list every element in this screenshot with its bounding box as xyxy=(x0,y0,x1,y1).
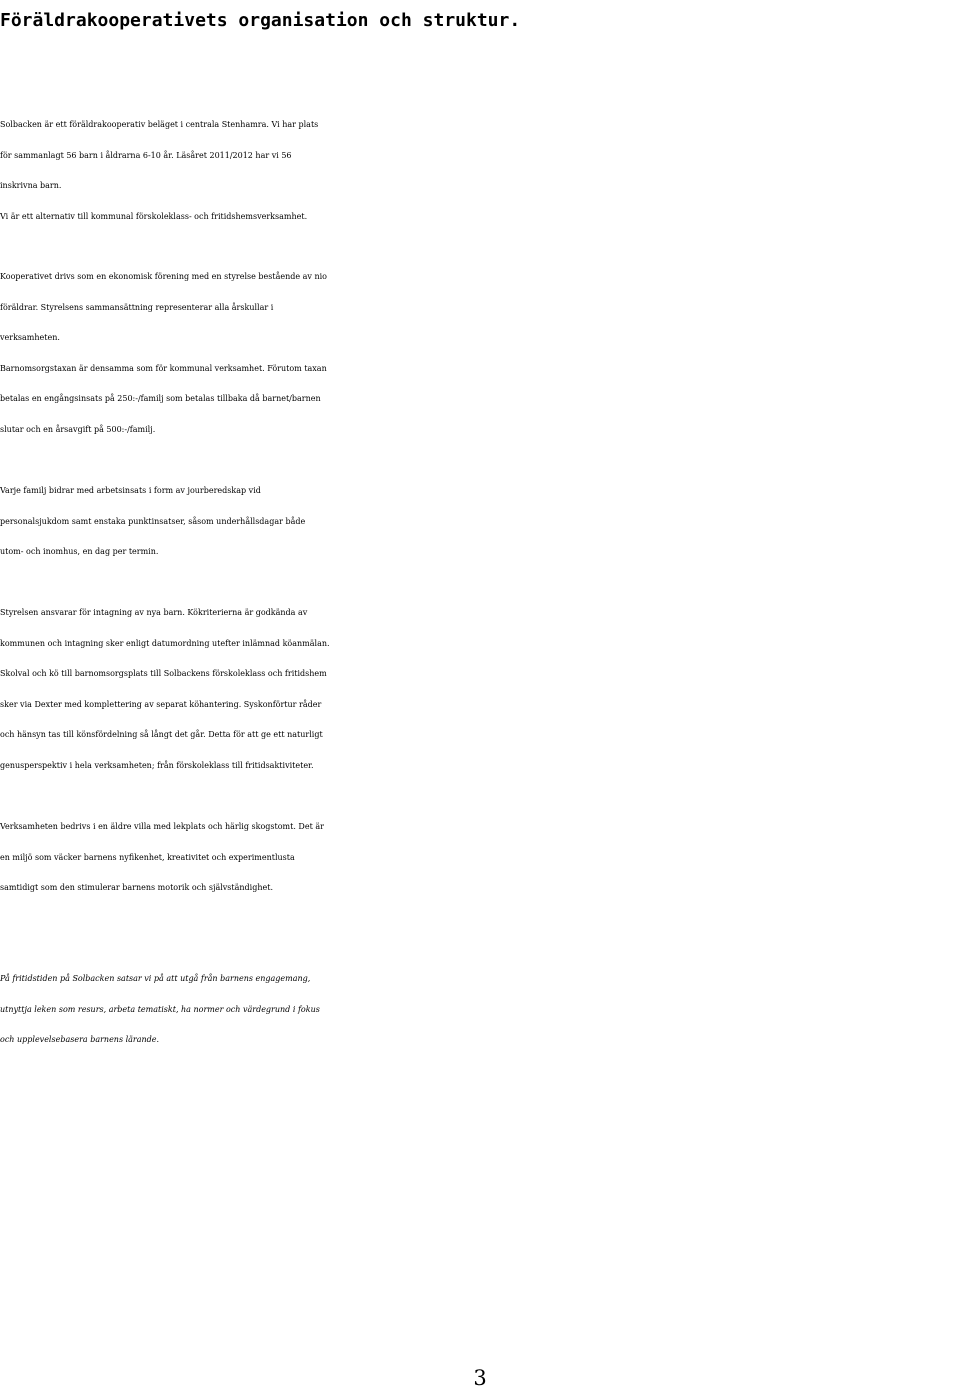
text-line: Skolval och kö till barnomsorgsplats till Solbackens förskoleklass och fritidshem xyxy=(0,669,327,678)
text-line: Styrelsen ansvarar för intagning av nya barn. Kökriterierna är godkända av xyxy=(0,608,308,617)
text-line: kommunen och intagning sker enligt datumordning utefter inlämnad köanmälan. xyxy=(0,638,330,648)
paragraph-family-work xyxy=(0,476,960,568)
paragraph-admission xyxy=(0,598,960,781)
paragraph-intro xyxy=(0,110,960,232)
paragraph-vision xyxy=(0,964,960,1056)
text-line: slutar och en årsavgift på 500:-/familj. xyxy=(0,424,156,434)
text-line: utnyttja leken som resurs, arbeta tematiskt, ha normer och värdegrund i fokus xyxy=(0,1004,320,1014)
text-line: Varje familj bidrar med arbetsinsats i form av jourberedskap vid xyxy=(0,486,261,495)
text-line: inskrivna barn. xyxy=(0,181,62,190)
page-number: 3 xyxy=(473,1366,487,1390)
text-line: personalsjukdom samt enstaka punktinsatser, såsom underhållsdagar både xyxy=(0,516,306,526)
text-line: verksamheten. xyxy=(0,333,60,342)
text-line: Kooperativet drivs som en ekonomisk förening med en styrelse bestående av nio xyxy=(0,272,327,281)
text-line: Solbacken är ett föräldrakooperativ beläget i centrala Stenhamra. Vi har plats xyxy=(0,120,319,129)
text-line: sker via Dexter med komplettering av separat köhantering. Syskonförtur råder xyxy=(0,699,322,709)
text-line: samtidigt som den stimulerar barnens motorik och självständighet. xyxy=(0,883,273,892)
text-line: en miljö som väcker barnens nyfikenhet, kreativitet och experimentlusta xyxy=(0,852,295,862)
paragraph-cooperative xyxy=(0,262,960,445)
text-line: Barnomsorgstaxan är densamma som för kommunal verksamhet. Förutom taxan xyxy=(0,363,327,373)
text-line: för sammanlagt 56 barn i åldrarna 6-10 år. Läsåret 2011/2012 har vi 56 xyxy=(0,150,292,160)
page-title: Föräldrakooperativets organisation och struktur. xyxy=(0,10,521,31)
text-line: Vi är ett alternativ till kommunal förskoleklass- och fritidshemsverksamhet. xyxy=(0,211,308,221)
text-line: genusperspektiv i hela verksamheten; från förskoleklass till fritidsaktiviteter. xyxy=(0,760,314,770)
text-line: På fritidstiden på Solbacken satsar vi på att utgå från barnens engagemang, xyxy=(0,974,311,983)
text-line: och hänsyn tas till könsfördelning så långt det går. Detta för att ge ett naturligt xyxy=(0,730,323,739)
paragraph-premises xyxy=(0,812,960,904)
text-line: Verksamheten bedrivs i en äldre villa med lekplats och härlig skogstomt. Det är xyxy=(0,822,324,831)
text-line: utom- och inomhus, en dag per termin. xyxy=(0,547,159,556)
text-line: betalas en engångsinsats på 250:-/familj som betalas tillbaka då barnet/barnen xyxy=(0,394,321,403)
text-line: och upplevelsebasera barnens lärande. xyxy=(0,1035,160,1044)
text-line: föräldrar. Styrelsens sammansättning representerar alla årskullar i xyxy=(0,302,274,312)
